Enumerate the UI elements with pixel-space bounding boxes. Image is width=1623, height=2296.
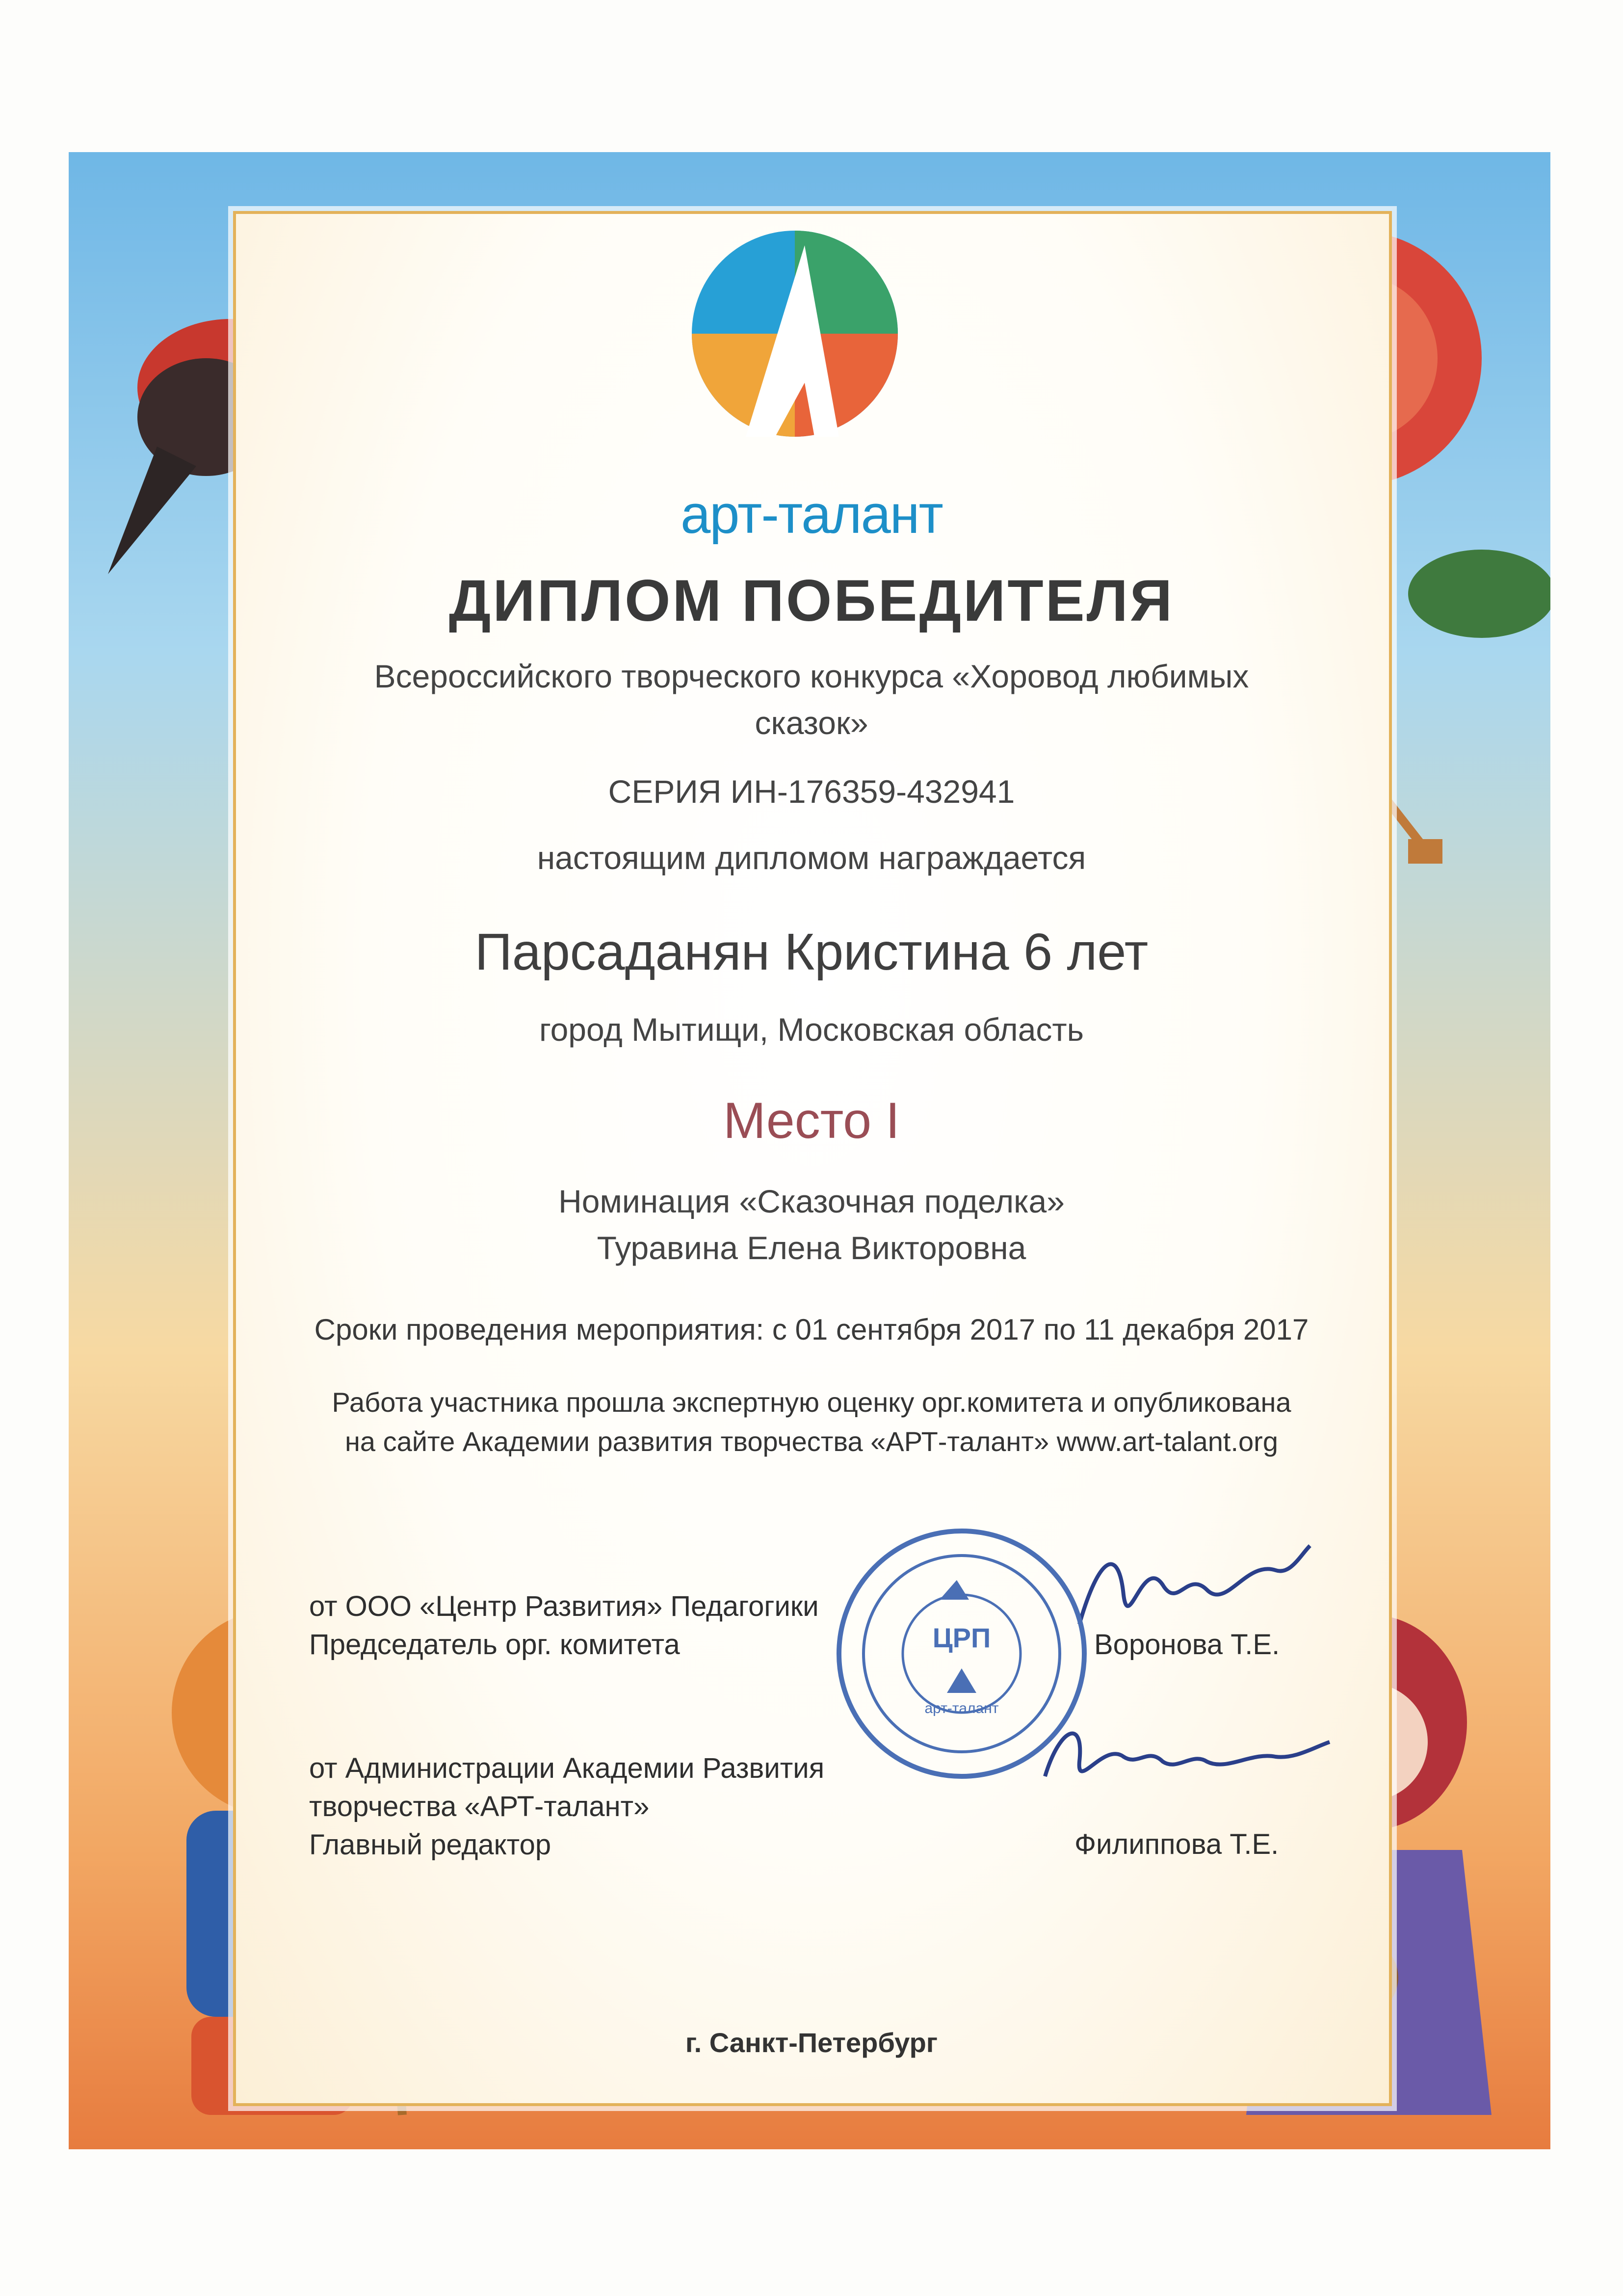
signature-block-1 xyxy=(309,1587,819,1664)
contest-name-line2: сказок» xyxy=(755,705,868,741)
nomination: Номинация «Сказочная поделка» xyxy=(558,1183,1065,1219)
signature-block-2 xyxy=(309,1749,824,1864)
signature-1-signer: Воронова Т.Е. xyxy=(1094,1629,1280,1661)
awarded-text: настоящим дипломом награждается xyxy=(537,840,1086,876)
official-stamp xyxy=(834,1526,1089,1781)
recipient-name: Парсаданян Кристина 6 лет xyxy=(474,923,1149,981)
supervisor-name: Туравина Елена Викторовна xyxy=(597,1230,1026,1266)
review-note-line1: Работа участника прошла экспертную оценку орг.комитета и опубликована xyxy=(332,1387,1291,1418)
art-talant-logo-icon xyxy=(682,206,908,461)
issuing-city: г. Санкт-Петербург xyxy=(685,2027,938,2058)
event-dates: Сроки проведения мероприятия: с 01 сентября 2017 по 11 декабря 2017 xyxy=(314,1313,1309,1346)
review-note-line2: на сайте Академии развития творчества «АРТ-талант» www.art-talant.org xyxy=(345,1426,1278,1457)
recipient-location: город Мытищи, Московская область xyxy=(539,1011,1084,1048)
signature-1-org: от ООО «Центр Развития» Педагогики xyxy=(309,1590,819,1622)
stamp-ring-icon xyxy=(834,1526,1089,1781)
brand-name: арт-талант xyxy=(681,484,942,545)
series-number: СЕРИЯ ИН-176359-432941 xyxy=(608,773,1015,810)
diploma-title: ДИПЛОМ ПОБЕДИТЕЛЯ xyxy=(448,568,1175,633)
contest-name-line1: Всероссийского творческого конкурса «Хоровод любимых xyxy=(374,658,1249,694)
signature-2-org: от Администрации Академии Развития xyxy=(309,1752,825,1784)
place-award: Место I xyxy=(723,1092,900,1149)
stamp-logo-text: арт-талант xyxy=(924,1700,999,1716)
signature-1-role: Председатель орг. комитета xyxy=(309,1629,680,1661)
stamp-center-text: ЦРП xyxy=(932,1622,991,1653)
signature-2-org2: творчества «АРТ-талант» xyxy=(309,1791,650,1822)
handwritten-signature-1 xyxy=(1060,1526,1315,1654)
signature-2-signer: Филиппова Т.Е. xyxy=(1074,1828,1279,1860)
signature-2-role: Главный редактор xyxy=(309,1829,551,1861)
